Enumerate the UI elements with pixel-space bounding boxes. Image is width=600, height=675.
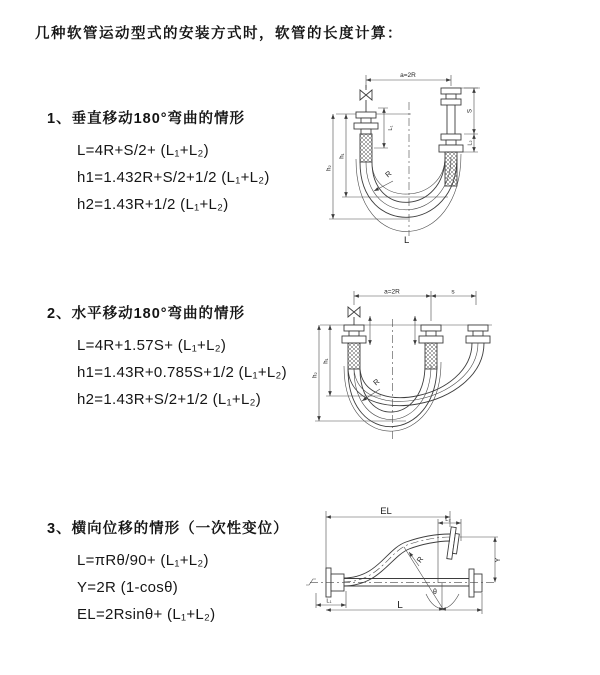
d3-dim-r: [404, 547, 443, 609]
braided-hose-section: [348, 343, 360, 369]
d3-upper-flange: [447, 527, 460, 560]
d1-left-flange: [354, 112, 378, 162]
d2-label-h2: h₂: [312, 372, 319, 378]
formula-line: L=4R+1.57S+ (L₁+L₂): [77, 337, 227, 354]
d1-label-a2r: a=2R: [400, 72, 416, 79]
formula-line: L=4R+S/2+ (L₁+L₂): [77, 142, 209, 159]
section-2: [47, 302, 287, 413]
d3-dim-L: [326, 593, 482, 614]
section-3-heading: 3、横向位移的情形（一次性变位）: [47, 521, 289, 537]
d3-hose-straight: [343, 569, 482, 597]
d2-right-flange: [466, 325, 490, 343]
d2-label-s: s: [451, 288, 455, 296]
valve-icon: [348, 307, 360, 325]
d3-dim-theta: [426, 583, 459, 610]
section-3: [47, 517, 289, 628]
d1-label-h1: h₁: [339, 153, 346, 159]
braided-hose-section: [360, 134, 372, 162]
diagram-vertical-180-bend: [308, 64, 598, 256]
d3-label-L: L: [397, 600, 403, 611]
section-1-heading: 1、垂直移动180°弯曲的情形: [47, 111, 246, 127]
formula-line: L=πRθ/90+ (L₁+L₂): [77, 552, 209, 569]
d3-label-y: Y: [495, 557, 502, 563]
page-title: 几种软管运动型式的安装方式时，软管的长度计算：: [35, 26, 403, 42]
section-2-formulas: [47, 332, 287, 413]
d2-label-a2r: a=2R: [384, 288, 400, 296]
d1-dim-a2r: [366, 72, 451, 88]
formula-line: EL=2Rsinθ+ (L₁+L₂): [77, 606, 216, 623]
section-1-formulas: [47, 137, 270, 218]
d2-middle-flange: [419, 325, 443, 369]
formula-line: h1=1.432R+S/2+1/2 (L₁+L₂): [77, 169, 270, 186]
d2-left-flange: [342, 325, 366, 369]
section-2-heading: 2、水平移动180°弯曲的情形: [47, 306, 246, 322]
d1-label-h2: h₂: [326, 165, 333, 171]
d3-label-el: EL: [380, 506, 392, 517]
formula-line: h1=1.43R+0.785S+1/2 (L₁+L₂): [77, 364, 287, 381]
d1-label-l1: L₁: [388, 125, 394, 131]
d3-label-theta: θ: [433, 589, 437, 596]
section-1: [47, 107, 270, 218]
d1-label-r: R: [383, 168, 394, 180]
d1-label-L: L: [404, 235, 410, 246]
d1-label-l2: L₂: [467, 140, 474, 146]
d2-label-h1: h₁: [323, 358, 330, 364]
d3-label-l1: L₁: [326, 598, 332, 605]
d3-dim-el: [326, 506, 450, 597]
diagram-lateral-displacement: [298, 497, 600, 662]
section-3-formulas: [47, 547, 289, 628]
d2-label-r: R: [371, 376, 382, 388]
d3-label-r: R: [414, 554, 426, 565]
formula-line: Y=2R (1-cosθ): [77, 579, 179, 596]
diagram-horizontal-180-bend: [306, 281, 598, 461]
d1-dim-s: [459, 88, 478, 152]
valve-icon: [360, 85, 372, 112]
formula-line: h2=1.43R+1/2 (L₁+L₂): [77, 196, 229, 213]
d1-label-s: S: [466, 108, 474, 114]
d3-label-l2: L₂: [445, 517, 451, 523]
formula-line: h2=1.43R+S/2+1/2 (L₁+L₂): [77, 391, 262, 408]
